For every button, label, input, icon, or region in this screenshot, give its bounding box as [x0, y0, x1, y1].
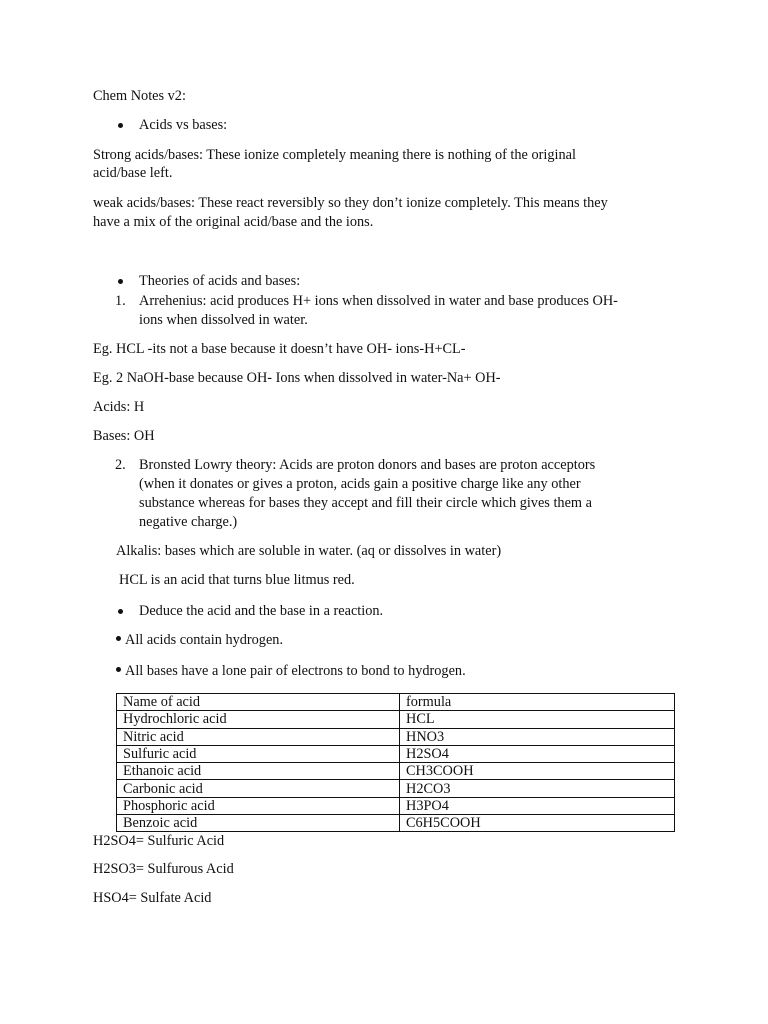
table-cell: CH3COOH — [400, 763, 675, 780]
table-row — [117, 728, 675, 745]
arrhenius-text-cont: ions when dissolved in water. — [139, 312, 308, 328]
list-number-1: 1. — [115, 293, 126, 309]
bullet-icon — [116, 636, 121, 641]
bronsted-lowry-text-cont: (when it donates or gives a proton, acids gain a positive charge like any other — [139, 476, 581, 492]
list-number-2: 2. — [115, 457, 126, 473]
table-row — [117, 815, 675, 832]
table-cell: Carbonic acid — [117, 780, 400, 797]
strong-acids-text-cont: acid/base left. — [93, 165, 173, 181]
strong-acids-text: Strong acids/bases: These ionize completely meaning there is nothing of the original — [93, 147, 576, 163]
bronsted-lowry-text-cont: substance whereas for bases they accept and fill their circle which gives them a — [139, 495, 592, 511]
table-row — [117, 711, 675, 728]
bullet-bases-lone-pair — [116, 662, 466, 681]
bronsted-lowry-text: Bronsted Lowry theory: Acids are proton donors and bases are proton acceptors — [139, 457, 596, 473]
bullet-deduce: Deduce the acid and the base in a reaction. — [139, 603, 384, 619]
table-row — [117, 763, 675, 780]
h2so4-text: H2SO4= Sulfuric Acid — [93, 833, 225, 849]
weak-acids-text: weak acids/bases: These react reversibly so they don’t ionize completely. This means they — [93, 195, 608, 211]
bullet-icon — [118, 279, 123, 284]
table-row — [117, 780, 675, 797]
table-header-cell: formula — [400, 694, 675, 711]
bullet-acids-hydrogen — [116, 631, 283, 650]
example-hcl: Eg. HCL -its not a base because it doesn’t have OH- ions-H+CL- — [93, 341, 466, 357]
table-cell: Sulfuric acid — [117, 745, 400, 762]
bullet-icon — [118, 609, 123, 614]
table-header-cell: Name of acid — [117, 694, 400, 711]
acids-h-text: Acids: H — [93, 399, 145, 415]
table-row — [117, 797, 675, 814]
bullet-acids-vs-bases: Acids vs bases: — [139, 117, 228, 133]
bullet-icon — [116, 667, 121, 672]
hcl-litmus-text: HCL is an acid that turns blue litmus red. — [119, 572, 355, 588]
page-title: Chem Notes v2: — [93, 88, 186, 104]
bullet-acids-hydrogen-text: All acids contain hydrogen. — [125, 632, 284, 648]
acids-table — [116, 693, 675, 832]
bronsted-lowry-text-cont: negative charge.) — [139, 514, 238, 530]
bases-oh-text: Bases: OH — [93, 428, 155, 444]
table-cell: HCL — [400, 711, 675, 728]
hso4-text: HSO4= Sulfate Acid — [93, 890, 212, 906]
bullet-bases-lone-pair-text: All bases have a lone pair of electrons to bond to hydrogen. — [125, 663, 466, 679]
table-cell: Phosphoric acid — [117, 797, 400, 814]
weak-acids-text-cont: have a mix of the original acid/base and the ions. — [93, 214, 374, 230]
bullet-theories: Theories of acids and bases: — [139, 273, 301, 289]
table-cell: Nitric acid — [117, 728, 400, 745]
table-cell: Ethanoic acid — [117, 763, 400, 780]
alkalis-text: Alkalis: bases which are soluble in water. (aq or dissolves in water) — [116, 543, 502, 559]
table-cell: H3PO4 — [400, 797, 675, 814]
table-cell: Hydrochloric acid — [117, 711, 400, 728]
table-cell: C6H5COOH — [400, 815, 675, 832]
bullet-icon — [118, 123, 123, 128]
example-naoh: Eg. 2 NaOH-base because OH- Ions when dissolved in water-Na+ OH- — [93, 370, 501, 386]
table-cell: H2SO4 — [400, 745, 675, 762]
table-row — [117, 745, 675, 762]
table-cell: HNO3 — [400, 728, 675, 745]
h2so3-text: H2SO3= Sulfurous Acid — [93, 861, 234, 877]
table-cell: H2CO3 — [400, 780, 675, 797]
table-cell: Benzoic acid — [117, 815, 400, 832]
arrhenius-text: Arrehenius: acid produces H+ ions when dissolved in water and base produces OH- — [139, 293, 618, 309]
table-header-row — [117, 694, 675, 711]
